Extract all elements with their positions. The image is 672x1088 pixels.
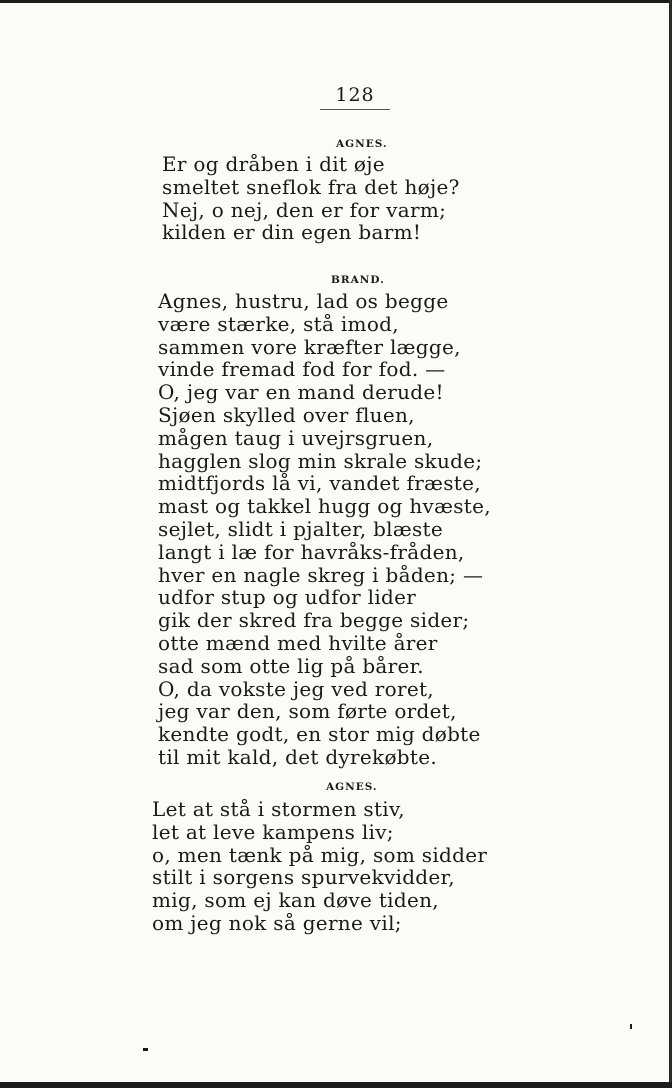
speaker-name: BRAND. bbox=[331, 274, 385, 286]
page-number: 128 bbox=[320, 84, 390, 110]
verse-line: udfor stup og udfor lider bbox=[158, 585, 417, 610]
verse-line: o, men tænk på mig, som sidder bbox=[152, 842, 488, 867]
speaker-name: AGNES. bbox=[326, 781, 378, 793]
verse-line: hagglen slog min skrale skude; bbox=[158, 448, 483, 473]
verse-line: kilden er din egen barm! bbox=[162, 220, 422, 245]
verse-line: O, da vokste jeg ved roret, bbox=[158, 676, 434, 701]
verse-line: vinde fremad fod for fod. — bbox=[158, 357, 446, 382]
verse-line: sammen vore kræfter lægge, bbox=[158, 334, 461, 359]
verse-line: Er og dråben i dit øje bbox=[162, 152, 385, 176]
verse-line: otte mænd med hvilte årer bbox=[158, 630, 438, 655]
verse-line: Agnes, hustru, lad os begge bbox=[158, 289, 449, 313]
ink-speck bbox=[630, 1024, 632, 1029]
page-edge-top bbox=[0, 0, 672, 3]
stanza bbox=[152, 798, 487, 935]
verse-line: mast og takkel hugg og hvæste, bbox=[158, 494, 491, 519]
verse-line: midtfjords lå vi, vandet fræste, bbox=[158, 471, 481, 496]
verse-line: Sjøen skylled over fluen, bbox=[158, 402, 415, 427]
verse-line: let at leve kampens liv; bbox=[152, 819, 394, 844]
verse-line: Nej, o nej, den er for varm; bbox=[162, 197, 447, 222]
verse-line: sejlet, slidt i pjalter, blæste bbox=[158, 516, 444, 541]
verse-line: langt i læ for havråks-fråden, bbox=[158, 539, 465, 564]
speaker-name: AGNES. bbox=[336, 138, 388, 150]
verse-line: gik der skred fra begge sider; bbox=[158, 608, 470, 633]
stanza bbox=[158, 290, 491, 769]
verse-line: mågen taug i uvejrsgruen, bbox=[158, 425, 434, 450]
verse-line: til mit kald, det dyrekøbte. bbox=[158, 744, 438, 769]
page-edge-bottom bbox=[0, 1082, 672, 1088]
verse-line: om jeg nok så gerne vil; bbox=[152, 910, 402, 935]
verse-line: mig, som ej kan døve tiden, bbox=[152, 888, 439, 913]
ink-speck bbox=[143, 1048, 148, 1051]
verse-line: stilt i sorgens spurvekvidder, bbox=[152, 865, 455, 890]
verse-line: jeg var den, som førte ordet, bbox=[158, 699, 457, 724]
verse-line: sad som otte lig på bårer. bbox=[158, 653, 424, 678]
verse-line: hver en nagle skreg i båden; — bbox=[158, 562, 484, 587]
verse-line: O, jeg var en mand derude! bbox=[158, 380, 444, 405]
verse-line: være stærke, stå imod, bbox=[158, 311, 399, 336]
verse-line: smeltet sneflok fra det høje? bbox=[162, 174, 460, 199]
verse-line: Let at stå i stormen stiv, bbox=[152, 797, 405, 821]
verse-line: kendte godt, en stor mig døbte bbox=[158, 722, 481, 747]
stanza bbox=[162, 153, 460, 244]
